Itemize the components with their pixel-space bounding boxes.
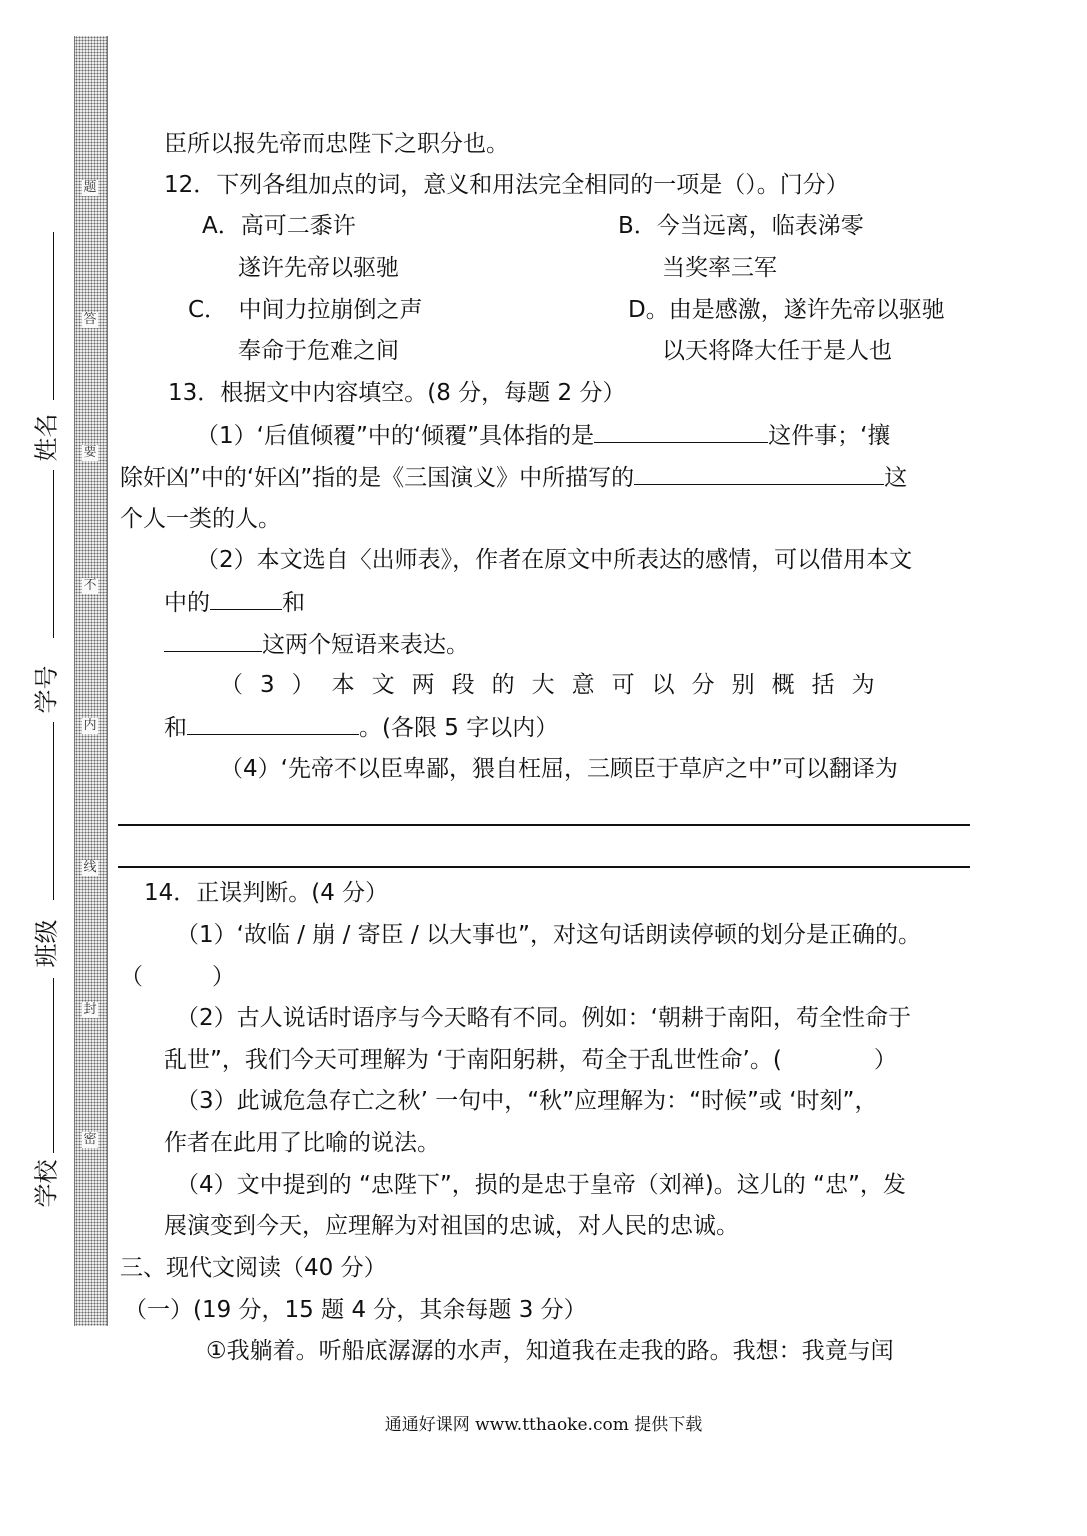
section-3-part-1: （一）(19 分，15 题 4 分，其余每题 3 分） xyxy=(124,1297,587,1323)
answer-line[interactable] xyxy=(118,866,970,868)
option-a-line1: A．高可二黍许 xyxy=(202,213,356,239)
q13-3-text-end: 。(各限 5 字以内） xyxy=(359,715,559,741)
class-line xyxy=(53,722,54,900)
q13-1-text: （1）‘后值倾覆”中的‘倾覆”具体指的是 xyxy=(196,423,595,449)
q13-3-and: 和 xyxy=(164,715,187,741)
q13-4-line1: （4）‘先帝不以臣卑鄙，猥自枉屈，三顾臣于草庐之中”可以翻译为 xyxy=(220,756,898,782)
q13-2-line1: （2）本文选自〈出师表》，作者在原文中所表达的感情，可以借用本文 xyxy=(196,547,913,573)
option-c-line2: 奉命于危难之间 xyxy=(238,338,399,364)
seal-char: 内 xyxy=(83,718,97,733)
q14-3-line1: （3）此诚危急存亡之秋’ 一句中，“秋”应理解为：“时候”或 ‘时刻”， xyxy=(176,1088,878,1114)
answer-blank[interactable] xyxy=(210,587,282,610)
q14-4-line2: 展演变到今天，应理解为对祖国的忠诚，对人民的忠诚。 xyxy=(164,1213,739,1239)
q13-2-text-end: 这两个短语来表达。 xyxy=(262,632,469,658)
seal-char: 题 xyxy=(83,180,97,195)
option-d-line2: 以天将降大任于是人也 xyxy=(662,338,892,364)
school-label: 学校 xyxy=(32,1159,61,1208)
answer-line[interactable] xyxy=(118,824,970,826)
q13-1-text2-end: 这 xyxy=(884,465,908,491)
q14-1-answer[interactable]: （ ） xyxy=(120,964,235,990)
q13-2-line2 xyxy=(164,587,305,618)
seal-char: 答 xyxy=(83,312,97,327)
option-a-line2: 遂许先帝以驱驰 xyxy=(238,255,399,281)
option-b-line2: 当奖率三军 xyxy=(662,255,777,281)
question-12: 12．下列各组加点的词，意义和用法完全相同的一项是（）。门分） xyxy=(164,172,849,198)
q13-3-line2 xyxy=(164,712,558,743)
passage-paragraph-1: ①我躺着。听船底潺潺的水声，知道我在走我的路。我想：我竟与闰 xyxy=(206,1338,894,1364)
class-label: 班级 xyxy=(32,919,61,968)
seal-char: 要 xyxy=(83,445,97,460)
option-b-line1: B．今当远离，临表涕零 xyxy=(618,213,864,239)
option-d-line1: D。由是感激，遂许先帝以驱驰 xyxy=(628,297,945,323)
q14-1-line1: （1）‘故临 / 崩 / 寄臣 / 以大事也”，对这句话朗读停顿的划分是正确的。 xyxy=(176,922,921,948)
q14-3-line2: 作者在此用了比喻的说法。 xyxy=(164,1130,440,1156)
answer-blank[interactable] xyxy=(594,420,768,443)
student-number-line xyxy=(53,470,54,638)
q14-2-line2: 乱世”，我们今天可理解为 ‘于南阳躬耕，苟全于乱世性命’。( ） xyxy=(164,1047,897,1073)
name-label: 姓名 xyxy=(32,413,61,462)
name-line xyxy=(53,232,54,400)
q13-1-line2 xyxy=(120,462,907,493)
q14-2-line1: （2）古人说话时语序与今天略有不同。例如：‘朝耕于南阳，苟全性命于 xyxy=(176,1005,911,1031)
q13-2-and: 和 xyxy=(282,590,305,616)
q13-1-line3: 个人一类的人。 xyxy=(120,506,281,532)
q13-2-text: 中的 xyxy=(164,590,210,616)
section-3-heading: 三、现代文阅读（40 分） xyxy=(120,1255,387,1281)
q13-1-line1 xyxy=(196,420,890,451)
question-13: 13．根据文中内容填空。(8 分，每题 2 分） xyxy=(168,380,626,406)
q14-4-line1: （4）文中提到的 “忠陛下”，损的是忠于皇帝（刘禅)。这儿的 “忠”，发 xyxy=(176,1172,906,1198)
seal-char: 封 xyxy=(83,1002,97,1017)
footer: 通通好课网 www.tthaoke.com 提供下载 xyxy=(384,1415,703,1435)
q13-2-line3 xyxy=(164,629,469,660)
seal-char: 线 xyxy=(83,860,97,875)
seal-char: 密 xyxy=(83,1132,97,1147)
option-c-line1: C． 中间力拉崩倒之声 xyxy=(188,297,423,323)
question-14: 14．正误判断。(4 分） xyxy=(144,880,389,906)
school-line xyxy=(53,978,54,1153)
text-line: 臣所以报先帝而忠陛下之职分也。 xyxy=(164,131,509,157)
answer-blank[interactable] xyxy=(164,629,262,652)
q13-3-line1: （3）本文两段的大意可以分别概括为 xyxy=(220,672,892,698)
seal-char: 不 xyxy=(83,578,97,593)
q13-1-text-end: 这件事；‘攘 xyxy=(768,423,891,449)
student-number-label: 学号 xyxy=(32,665,61,714)
q13-1-text2: 除奸凶”中的‘奸凶”指的是《三国演义》中所描写的 xyxy=(120,465,635,491)
answer-blank[interactable] xyxy=(634,462,884,485)
answer-blank[interactable] xyxy=(187,712,359,735)
